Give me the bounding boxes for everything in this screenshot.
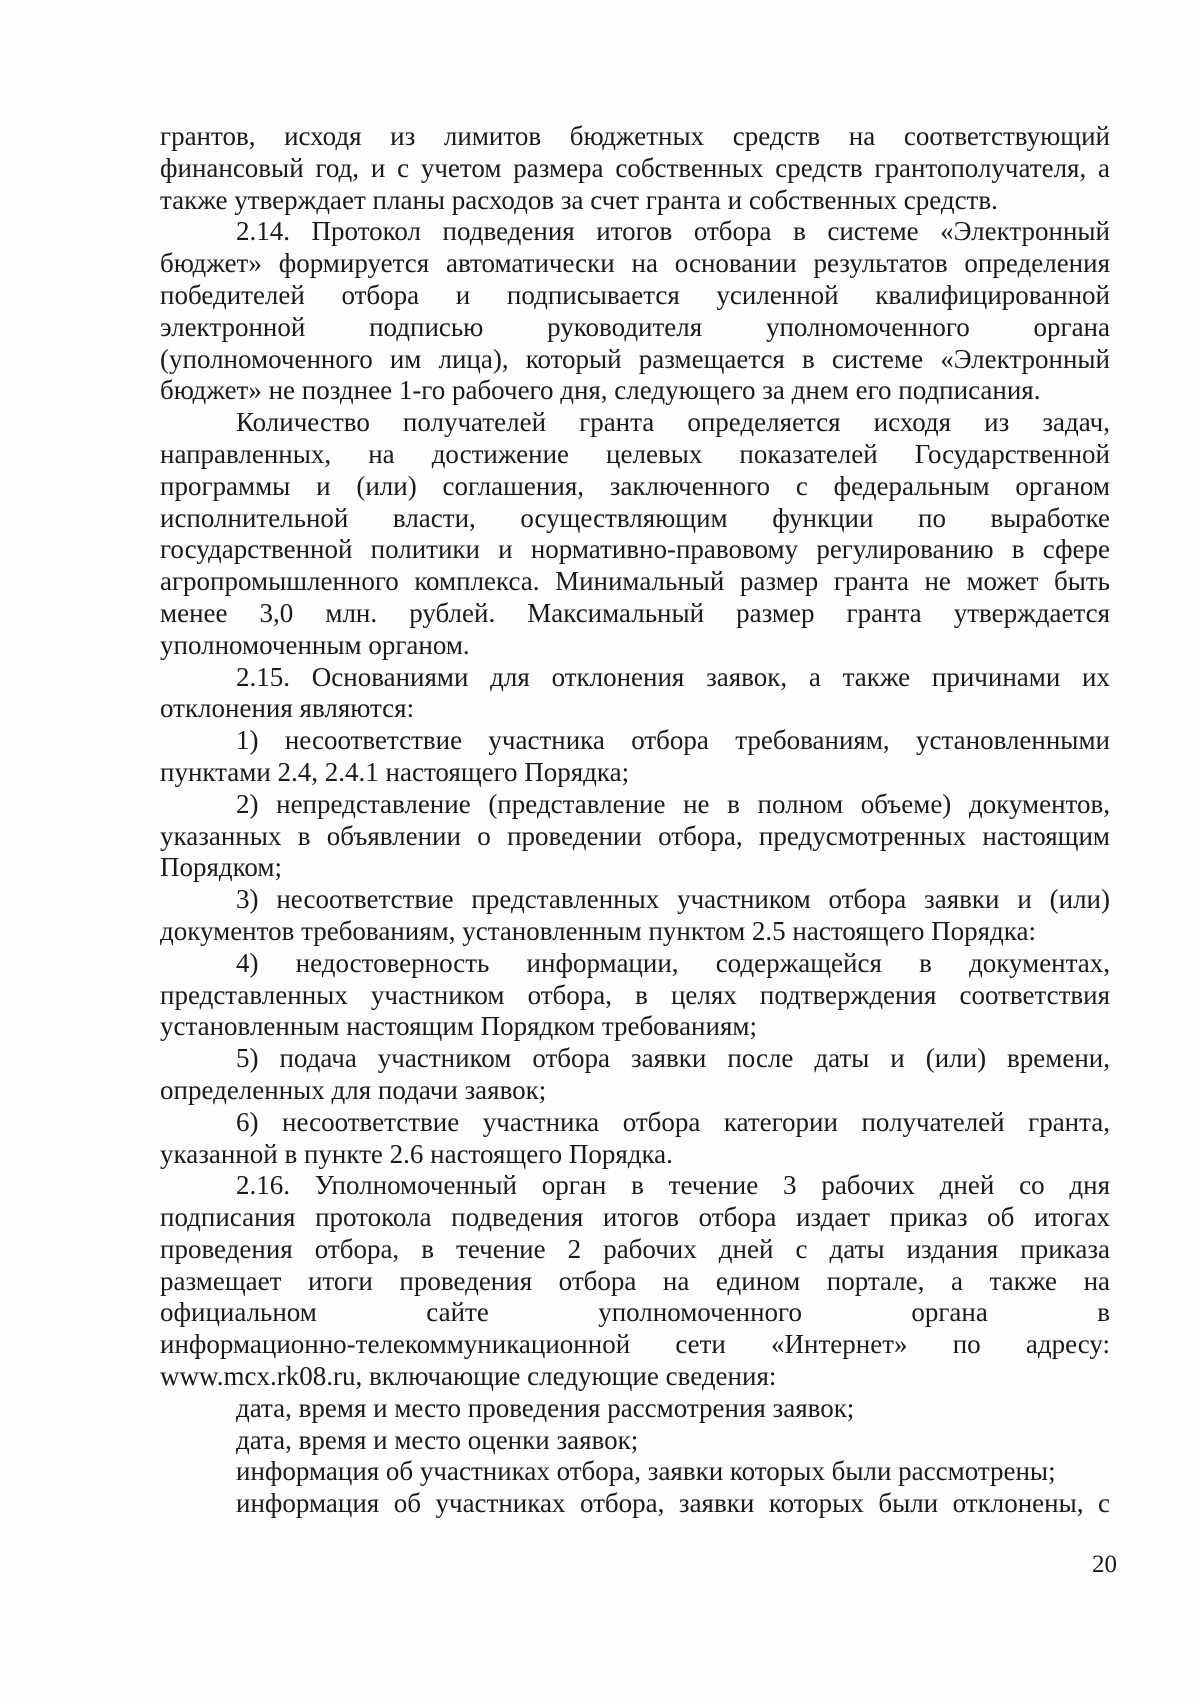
- text-line: Количество получателей гранта определяется исходя из задач,: [236, 407, 1110, 438]
- text-line: отклонения являются:: [160, 693, 415, 724]
- text-line: официальном сайте уполномоченного органа в: [160, 1297, 1110, 1328]
- text-line: грантов, исходя из лимитов бюджетных средств на соответствующий: [160, 121, 1110, 151]
- text-line: пунктами 2.4, 2.4.1 настоящего Порядка;: [160, 756, 630, 787]
- text-line: агропромышленного комплекса. Минимальный размер гранта не может быть: [160, 566, 1110, 597]
- text-line: менее 3,0 млн. рублей. Максимальный размер гранта утверждается: [160, 597, 1110, 628]
- text-line: электронной подписью руководителя уполномоченного органа: [160, 311, 1110, 342]
- text-line: проведения отбора, в течение 2 рабочих дней с даты издания приказа: [160, 1233, 1110, 1264]
- text-line: 2) непредставление (представление не в полном объеме) документов,: [236, 788, 1110, 819]
- text-line: государственной политики и нормативно-правовому регулированию в сфере: [160, 534, 1110, 565]
- text-line: указанной в пункте 2.6 настоящего Порядка.: [160, 1138, 673, 1169]
- text-line: установленным настоящим Порядком требованиям;: [160, 1011, 757, 1042]
- text-line: уполномоченным органом.: [160, 629, 470, 660]
- text-line: определенных для подачи заявок;: [160, 1074, 547, 1105]
- text-line: направленных, на достижение целевых показателей Государственной: [160, 438, 1110, 469]
- page-number: 20: [1092, 1551, 1117, 1578]
- text-line: бюджет» формируется автоматически на основании результатов определения: [160, 248, 1110, 279]
- text-line: представленных участником отбора, в целях подтверждения соответствия: [160, 979, 1110, 1010]
- text-line: 3) несоответствие представленных участником отбора заявки и (или): [236, 884, 1110, 915]
- text-line: также утверждает планы расходов за счет гранта и собственных средств.: [160, 184, 998, 215]
- text-line: исполнительной власти, осуществляющим функции по выработке: [160, 502, 1110, 533]
- text-line: дата, время и место оценки заявок;: [236, 1424, 639, 1455]
- text-line: (уполномоченного им лица), который размещается в системе «Электронный: [160, 343, 1110, 374]
- text-line: документов требованиям, установленным пунктом 2.5 настоящего Порядка:: [160, 915, 1036, 946]
- text-line: информация об участниках отбора, заявки которых были рассмотрены;: [236, 1456, 1056, 1487]
- text-line: 2.14. Протокол подведения итогов отбора в системе «Электронный: [236, 216, 1110, 247]
- text-line: финансовый год, и с учетом размера собственных средств грантополучателя, а: [160, 152, 1110, 183]
- text-line: подписания протокола подведения итогов отбора издает приказ об итогах: [160, 1202, 1110, 1233]
- text-line: информация об участниках отбора, заявки которых были отклонены, с: [236, 1488, 1110, 1519]
- text-line: бюджет» не позднее 1-го рабочего дня, следующего за днем его подписания.: [160, 375, 1041, 406]
- text-line: 2.16. Уполномоченный орган в течение 3 рабочих дней со дня: [236, 1170, 1110, 1201]
- text-line: информационно-телекоммуникационной сети «Интернет» по адресу:: [160, 1329, 1110, 1360]
- text-line: 6) несоответствие участника отбора категории получателей гранта,: [236, 1106, 1110, 1137]
- text-line: 2.15. Основаниями для отклонения заявок, а также причинами их: [236, 661, 1110, 692]
- text-line: дата, время и место проведения рассмотрения заявок;: [236, 1392, 855, 1423]
- document-body: [160, 121, 1110, 1520]
- text-line: 5) подача участником отбора заявки после даты и (или) времени,: [236, 1043, 1110, 1074]
- text-line: размещает итоги проведения отбора на едином портале, а также на: [160, 1265, 1110, 1296]
- text-line: 1) несоответствие участника отбора требованиям, установленными: [236, 725, 1110, 756]
- text-line: 4) недостоверность информации, содержащейся в документах,: [236, 947, 1110, 978]
- text-line: победителей отбора и подписывается усиленной квалифицированной: [160, 279, 1110, 310]
- text-line: программы и (или) соглашения, заключенного с федеральным органом: [160, 470, 1110, 501]
- text-line: www.mcx.rk08.ru, включающие следующие сведения:: [160, 1361, 777, 1392]
- text-line: указанных в объявлении о проведении отбора, предусмотренных настоящим: [160, 820, 1110, 851]
- text-line: Порядком;: [160, 852, 282, 883]
